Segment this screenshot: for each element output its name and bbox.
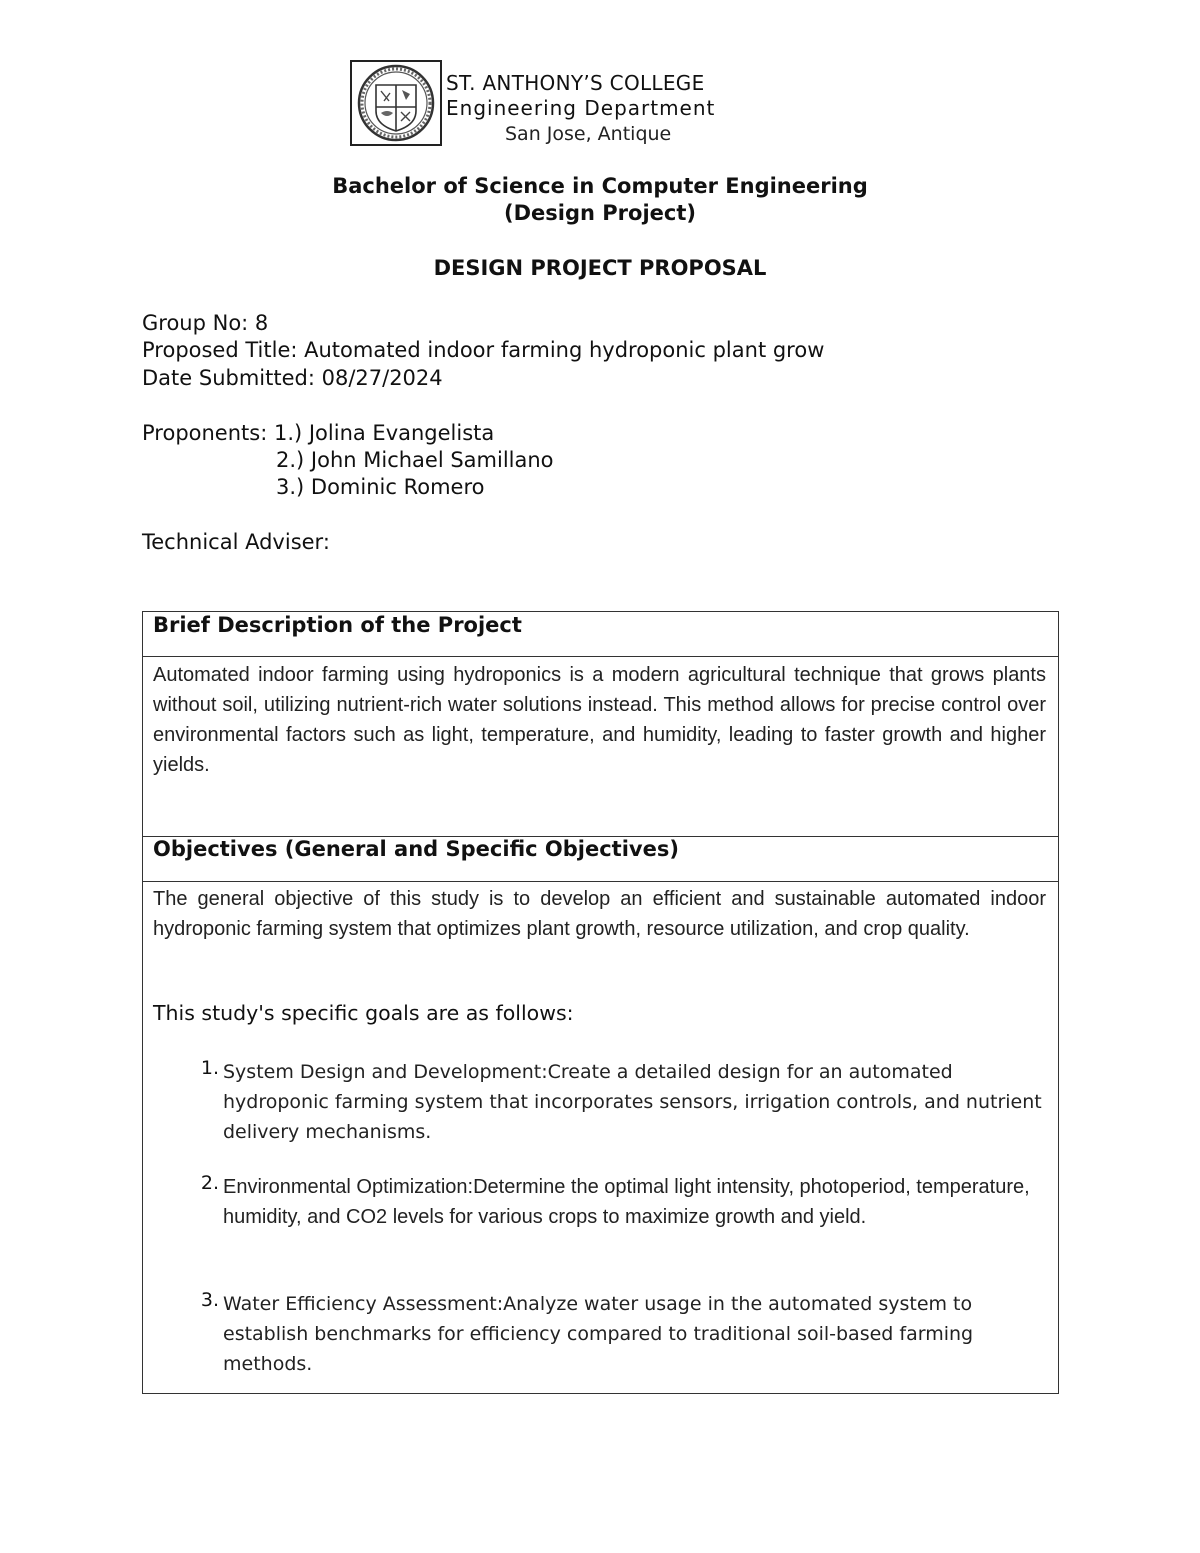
proponent-2: 2.) John Michael Samillano — [276, 448, 554, 472]
department-name: Engineering Department — [446, 96, 716, 120]
goal-number: 1. — [200, 1057, 219, 1079]
proposal-table — [142, 611, 1059, 1394]
goal-number: 2. — [200, 1172, 219, 1194]
goal-text: Water Efficiency Assessment:Analyze water usage in the automated system to establish benchmarks for efficiency compared to traditional soil-based farming methods. — [223, 1293, 974, 1375]
general-objective: The general objective of this study is to develop an efficient and sustainable automated indoor hydroponic farming system that optimizes plant growth, resource utilization, and crop quality. — [153, 888, 1046, 940]
college-seal-icon — [354, 63, 438, 143]
goal-number: 3. — [200, 1289, 219, 1311]
college-name: ST. ANTHONY’S COLLEGE — [446, 71, 705, 95]
program-subtitle: (Design Project) — [504, 201, 696, 225]
goal-text: System Design and Development:Create a detailed design for an automated hydroponic farming system that incorporates sensors, irrigation controls, and nutrient delivery mechanisms. — [223, 1061, 1042, 1143]
proposed-title: Proposed Title: Automated indoor farming hydroponic plant grow — [142, 338, 825, 362]
program-title: Bachelor of Science in Computer Engineering — [332, 174, 868, 198]
college-location: San Jose, Antique — [505, 123, 672, 145]
college-seal-logo — [350, 60, 442, 146]
goals-intro: This study's specific goals are as follows: — [153, 1001, 574, 1025]
proponent-3: 3.) Dominic Romero — [276, 475, 485, 499]
table-divider — [143, 881, 1058, 882]
objectives-header: Objectives (General and Specific Objectives) — [153, 837, 679, 861]
description-header: Brief Description of the Project — [153, 613, 522, 637]
table-divider — [143, 656, 1058, 657]
description-text: Automated indoor farming using hydroponics is a modern agricultural technique that grows plants without soil, utilizing nutrient-rich water solutions instead. This method allows for precise control over environmental factors such as light, temperature, and humidity, leading to faster growth and higher yields. — [153, 664, 1046, 776]
proponent-1: Proponents: 1.) Jolina Evangelista — [142, 421, 495, 445]
technical-adviser: Technical Adviser: — [142, 530, 330, 554]
date-submitted: Date Submitted: 08/27/2024 — [142, 366, 443, 390]
document-title: DESIGN PROJECT PROPOSAL — [433, 256, 767, 280]
group-number: Group No: 8 — [142, 311, 269, 335]
goal-text: Environmental Optimization:Determine the optimal light intensity, photoperiod, temperature, humidity, and CO2 levels for various crops to maximize growth and yield. — [223, 1176, 1030, 1228]
